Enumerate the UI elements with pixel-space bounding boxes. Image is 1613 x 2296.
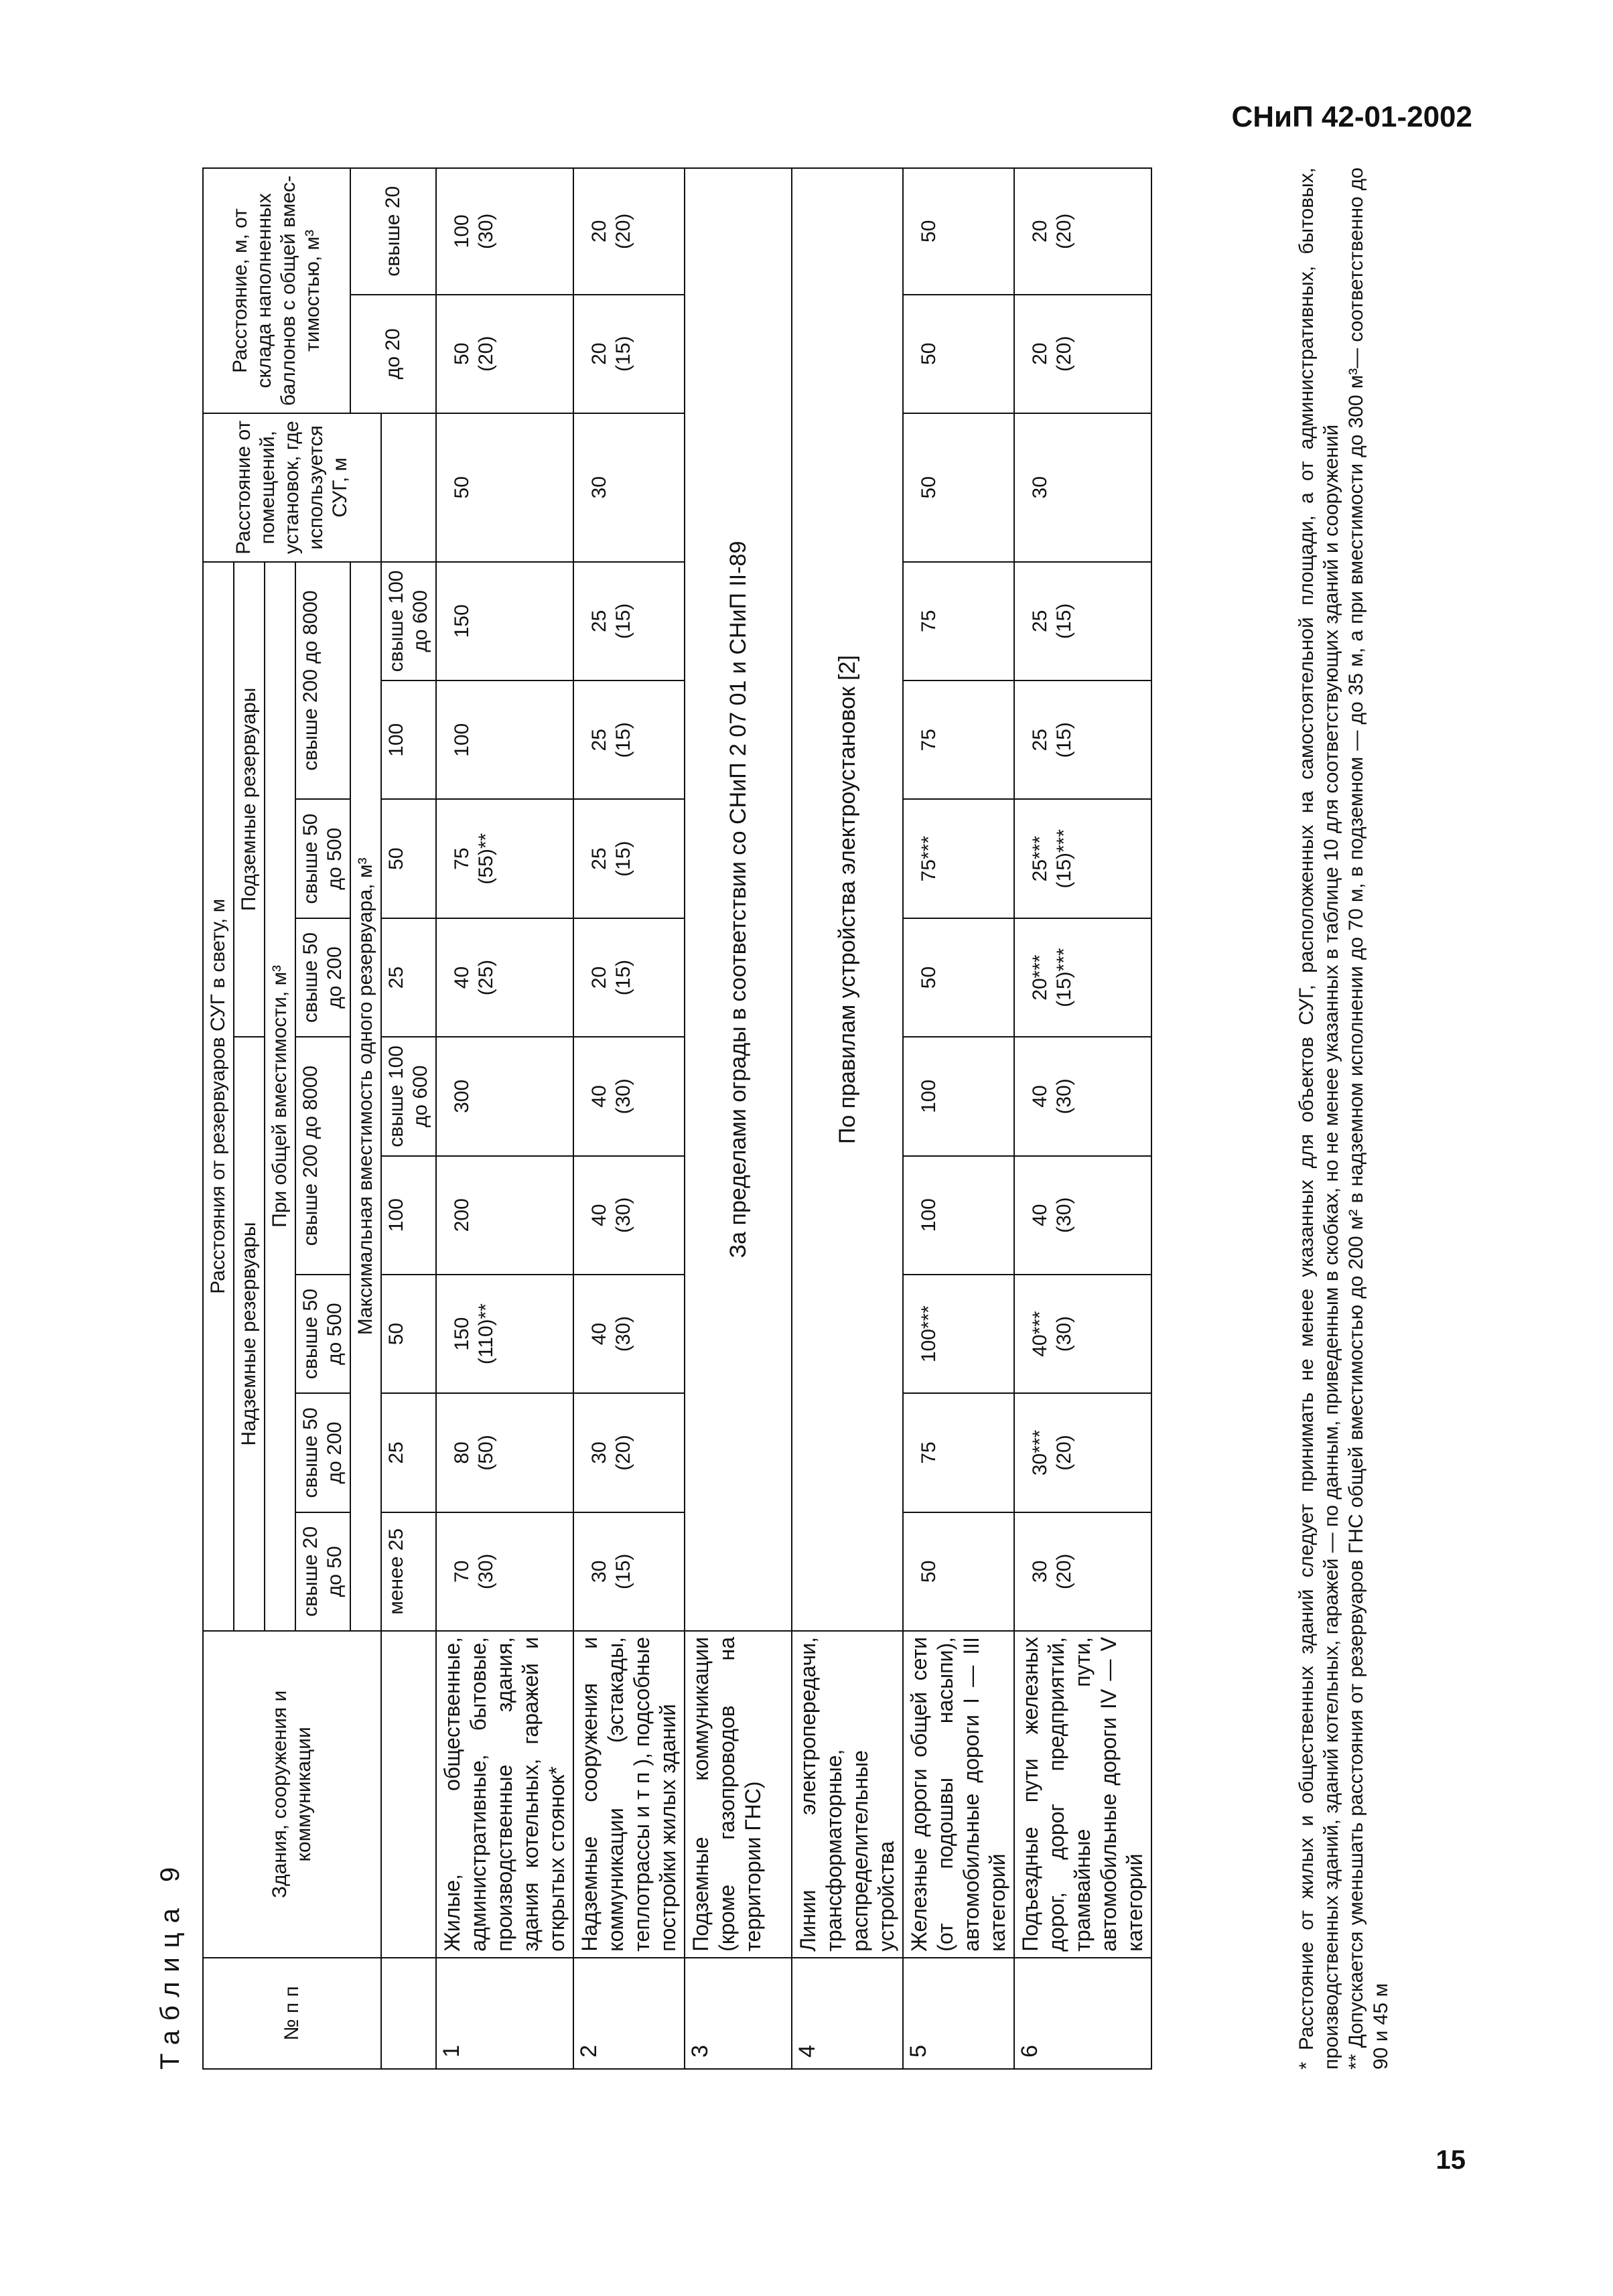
distance-value: 75	[903, 562, 1014, 681]
row-span-note: По правилам устройства электроустановок [2]	[792, 168, 903, 1631]
header-under-range: свыше 50 до 500	[295, 799, 350, 918]
footnote-1: * Расстояние от жилых и общественных зданий следует принимать не менее указанных для объектов СУГ, расположенных на самостоятельной площади, а от административных, бытовых, производственных зданий, зданий котельных, гаражей — по данным, приведенным в скобках, но не менее указанных в таблице 10 для соответствующих зданий и сооружений	[1295, 167, 1342, 2070]
distance-value: 25 (15)	[573, 562, 685, 681]
header-above-max: менее 25	[381, 1512, 436, 1631]
row-object-name: Подземные коммуникации (кроме газопроводов на территории ГНС)	[685, 1631, 792, 1958]
distance-value: 100 (30)	[436, 168, 573, 295]
distance-value: 30*** (20)	[1014, 1393, 1151, 1512]
header-empty	[381, 1631, 436, 1958]
distance-value: 30 (20)	[573, 1393, 685, 1512]
distance-value: 50	[903, 918, 1014, 1037]
header-above-max: 50	[381, 1275, 436, 1393]
distance-value: 150	[436, 562, 573, 681]
row-object-name: Линии электропередачи, трансформаторные, распределительные устройства	[792, 1631, 903, 1958]
distance-value: 75 (55)**	[436, 799, 573, 918]
distance-value: 300	[436, 1037, 573, 1155]
distance-value: 75	[903, 680, 1014, 799]
distance-value: 75***	[903, 799, 1014, 918]
footnote-2: ** Допускается уменьшать расстояния от резервуаров ГНС общей вместимостью до 200 м² в надземном исполнении до 70 м, в подземном — до 35 м, а при вместимости до 300 м³— соответственно до 90 и 45 м	[1345, 167, 1392, 2070]
header-premises: Расстояние от помещений, установок, где используется СУГ, м	[203, 413, 381, 562]
header-num: № п п	[203, 1958, 381, 2069]
distance-value: 100	[436, 680, 573, 799]
row-object-name: Подъездные пути железных дорог, дорог предприятий, трамвайные пути, автомобильные дороги IV — V категорий	[1014, 1631, 1151, 1958]
header-above-max: 25	[381, 1393, 436, 1512]
distance-value: 50	[436, 413, 573, 562]
distance-value: 40 (30)	[1014, 1037, 1151, 1155]
page-number: 15	[1435, 2145, 1466, 2175]
distance-value: 25 (15)	[1014, 680, 1151, 799]
distance-value: 20 (20)	[1014, 295, 1151, 413]
table-row	[1014, 168, 1151, 2069]
distance-value: 25 (15)	[573, 680, 685, 799]
header-under-range: свыше 200 до 8000	[295, 562, 350, 800]
header-above-ground: Надземные резервуары	[234, 1037, 265, 1631]
header-above-range: свыше 50 до 500	[295, 1275, 350, 1393]
distance-value: 40 (30)	[573, 1275, 685, 1393]
distance-value: 100	[903, 1156, 1014, 1275]
header-under-max: 50	[381, 799, 436, 918]
header-under-max: 100	[381, 680, 436, 799]
distance-value: 40 (25)	[436, 918, 573, 1037]
header-above-range: свыше 200 до 8000	[295, 1037, 350, 1275]
distance-value: 50	[903, 1512, 1014, 1631]
header-empty	[381, 413, 436, 562]
row-object-name: Жилые, общественные, административные, бытовые, производственные здания, здания котельных, гаражей и открытых стоянок*	[436, 1631, 573, 1958]
distance-value: 200	[436, 1156, 573, 1275]
header-above-max: 100	[381, 1156, 436, 1275]
header-underground: Подземные резервуары	[234, 562, 265, 1037]
header-warehouse-col: свыше 20	[350, 168, 436, 295]
table-body	[436, 168, 1151, 2069]
table-row	[903, 168, 1014, 2069]
header-under-max: свыше 100 до 600	[381, 562, 436, 681]
distance-value: 50	[903, 413, 1014, 562]
distance-value: 40 (30)	[573, 1156, 685, 1275]
header-distances-group: Расстояния от резервуаров СУГ в свету, м	[203, 562, 234, 1631]
header-max-capacity: Максимальная вместимость одного резервуара, м³	[350, 562, 381, 1631]
distance-value: 25 (15)	[573, 799, 685, 918]
header-above-range: свыше 20 до 50	[295, 1512, 350, 1631]
distance-value: 100***	[903, 1275, 1014, 1393]
distance-value: 30 (20)	[1014, 1512, 1151, 1631]
distance-value: 75	[903, 1393, 1014, 1512]
row-object-name: Надземные сооружения и коммуникации (эстакады, теплотрассы и т п ), подсобные постройки жилых зданий	[573, 1631, 685, 1958]
row-number: 1	[436, 1958, 573, 2069]
row-number: 4	[792, 1958, 903, 2069]
distance-value: 30	[573, 413, 685, 562]
row-number: 6	[1014, 1958, 1151, 2069]
distance-value: 30	[1014, 413, 1151, 562]
header-warehouse-col: до 20	[350, 295, 436, 413]
footnotes	[1294, 167, 1393, 2070]
distance-value: 30 (15)	[573, 1512, 685, 1631]
header-objects: Здания, сооружения и коммуникации	[203, 1631, 381, 1958]
distance-value: 20*** (15)***	[1014, 918, 1151, 1037]
distance-value: 50	[903, 295, 1014, 413]
distance-value: 50	[903, 168, 1014, 295]
distance-value: 50 (20)	[436, 295, 573, 413]
header-under-range: свыше 50 до 200	[295, 918, 350, 1037]
distance-value: 25 (15)	[1014, 562, 1151, 681]
header-empty	[381, 1958, 436, 2069]
row-object-name: Железные дороги общей сети (от подошвы насыпи), автомобильные дороги I — III категорий	[903, 1631, 1014, 1958]
row-number: 3	[685, 1958, 792, 2069]
row-span-note: За пределами ограды в соответствии со СНиП 2 07 01 и СНиП II-89	[685, 168, 792, 1631]
distance-value: 150 (110)**	[436, 1275, 573, 1393]
row-number: 2	[573, 1958, 685, 2069]
distance-value: 20 (15)	[573, 295, 685, 413]
document-code: СНиП 42-01-2002	[1231, 100, 1472, 133]
distance-value: 40*** (30)	[1014, 1275, 1151, 1393]
table-row	[685, 168, 792, 2069]
header-warehouse: Расстояние, м, от склада наполненных баллонов с общей вместимостью, м³	[203, 168, 350, 413]
distance-value: 20 (15)	[573, 918, 685, 1037]
distance-value: 80 (50)	[436, 1393, 573, 1512]
header-total-capacity: При общей вместимости, м³	[265, 562, 295, 1631]
distance-value: 40 (30)	[1014, 1156, 1151, 1275]
table-row	[573, 168, 685, 2069]
distance-value: 100	[903, 1037, 1014, 1155]
distance-value: 25*** (15)***	[1014, 799, 1151, 918]
row-number: 5	[903, 1958, 1014, 2069]
distance-value: 20 (20)	[1014, 168, 1151, 295]
distance-value: 40 (30)	[573, 1037, 685, 1155]
rotated-table-block	[155, 167, 1442, 2070]
table-caption: Таблица 9	[155, 1857, 185, 2070]
distance-table	[202, 167, 1152, 2070]
header-above-max: свыше 100 до 600	[381, 1037, 436, 1155]
table-row	[792, 168, 903, 2069]
table-row	[436, 168, 573, 2069]
distance-value: 70 (30)	[436, 1512, 573, 1631]
distance-value: 20 (20)	[573, 168, 685, 295]
header-under-max: 25	[381, 918, 436, 1037]
header-above-range: свыше 50 до 200	[295, 1393, 350, 1512]
